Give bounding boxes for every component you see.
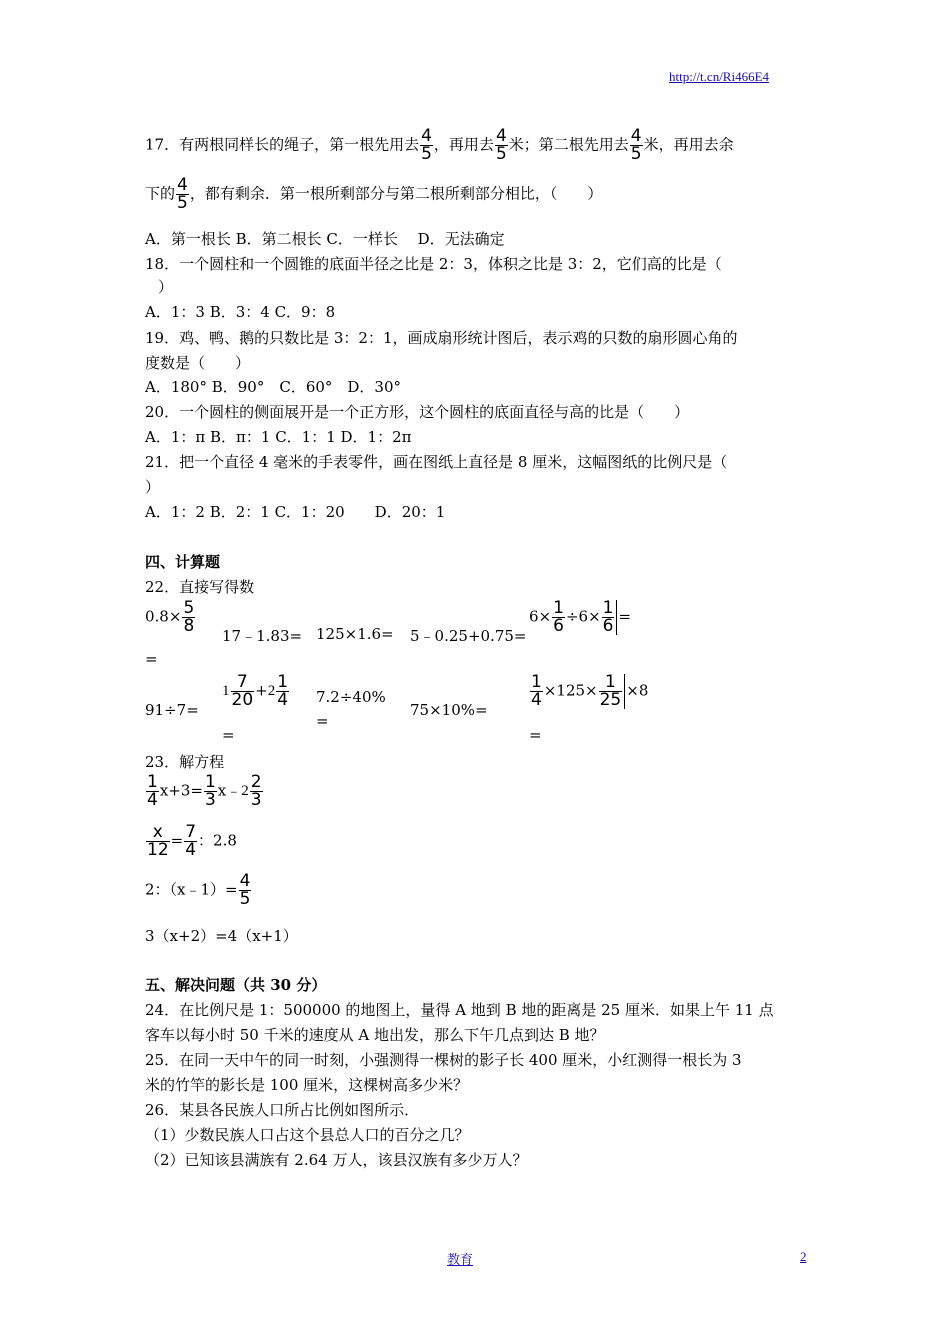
question-17-options: A．第一根长 B．第二根长 C．一样长 D．无法确定: [145, 230, 505, 248]
calc-6-times-1-6-div-6-times-1-6: [529, 600, 631, 635]
calc-91-div-7: 91÷7=: [145, 701, 199, 719]
question-20-text: 20．一个圆柱的侧面展开是一个正方形，这个圆柱的底面直径与高的比是（ ）: [145, 403, 690, 421]
fraction: $\frac{1}{3}$: [204, 772, 216, 810]
equation-text: x+3=: [159, 781, 203, 800]
fraction: $\frac{1}{4}$: [147, 772, 158, 810]
calc-text: +: [255, 681, 268, 700]
calc-75-times-10-percent: 75×10%=: [410, 701, 488, 719]
section-5-title: 五、解决问题（共 30 分）: [145, 976, 327, 994]
question-17-line-1: [145, 128, 734, 163]
fraction: $\frac{4}{5}$: [421, 126, 432, 164]
question-18-text: 18．一个圆柱和一个圆锥的底面半径之比是 2：3，体积之比是 3：2，它们高的比是（: [145, 255, 722, 273]
question-17-text: 17．有两根同样长的绳子，第一根先用去: [145, 135, 420, 154]
calc-text: ÷6×: [565, 607, 601, 626]
footer-center-link[interactable]: 教育: [447, 1252, 474, 1267]
fraction: $\frac{4}{5}$: [177, 175, 188, 213]
question-19-options: A．180° B．90° C．60° D．30°: [145, 378, 402, 396]
question-26-sub-2: （2）已知该县满族有 2.64 万人，该县汉族有多少万人？: [145, 1151, 528, 1169]
calc-text: 0.8×: [145, 607, 182, 626]
calc-text: ×8: [626, 681, 649, 700]
fraction: $\frac{4}{5}$: [495, 126, 507, 164]
fraction: $\frac{7}{4}$: [185, 822, 197, 860]
fraction: $\frac{2}{3}$: [250, 772, 262, 810]
question-24-text-cont: 客车以每小时 50 千米的速度从 A 地出发，那么下午几点到达 B 地？: [145, 1026, 605, 1044]
question-26-text: 26．某县各民族人口所占比例如图所示．: [145, 1101, 420, 1119]
question-25-text: 25．在同一天中午的同一时刻，小强测得一棵树的影子长 400 厘米，小红测得一根长为 3: [145, 1051, 742, 1069]
fraction: $\frac{1}{25}$: [599, 674, 626, 709]
fraction: $\frac{1}{6}$: [602, 600, 618, 635]
calc-text: =: [618, 607, 632, 626]
question-26-sub-1: （1）少数民族人口占这个县总人口的百分之几？: [145, 1126, 470, 1144]
equation-4: 3（x+2）=4（x+1）: [145, 927, 298, 945]
question-17-text: 米；第二根先用去: [508, 135, 629, 154]
question-17-text: ，都有剩余．第一根所剩部分与第二根所剩部分相比，（ ）: [189, 184, 603, 203]
question-22-title: 22．直接写得数: [145, 578, 255, 596]
fraction: $\frac{5}{8}$: [183, 598, 195, 636]
calc-equals: =: [222, 726, 235, 744]
question-19-text: 19．鸡、鸭、鹅的只数比是 3：2：1，画成扇形统计图后，表示鸡的只数的扇形圆心角的: [145, 329, 738, 347]
calc-equals: =: [316, 712, 329, 730]
section-4-title: 四、计算题: [145, 553, 221, 571]
equation-text: =: [170, 831, 184, 850]
question-17-text: 米，再用去余: [643, 135, 734, 154]
fraction: $\frac{7}{20}$: [231, 672, 254, 710]
calc-1-4-times-125-times-1-25-times-8: [529, 674, 648, 709]
question-19-text-cont: 度数是（ ）: [145, 354, 251, 372]
calc-text: ×125×: [543, 681, 598, 700]
calc-equals: =: [145, 650, 158, 668]
header-url-link[interactable]: http://t.cn/Ri466E4: [669, 69, 770, 84]
fraction: $\frac{1}{4}$: [277, 672, 289, 710]
question-17-line-2: [145, 177, 602, 212]
fraction: $\frac{4}{5}$: [630, 126, 642, 164]
fraction: $\frac{1}{6}$: [553, 598, 564, 636]
fraction: $\frac{x}{12}$: [147, 822, 169, 860]
question-17-text: ，再用去: [433, 135, 494, 154]
calc-text: 6×: [529, 607, 552, 626]
footer-page-number: 2: [800, 1249, 807, 1264]
calc-125-times-1.6: 125×1.6=: [316, 625, 394, 643]
calc-0.8-times-5-8: [145, 600, 196, 635]
question-18-text-cont: ）: [158, 278, 174, 296]
question-24-text: 24．在比例尺是 1：500000 的地图上，量得 A 地到 B 地的距离是 25 厘米．如果上午 11 点: [145, 1001, 774, 1019]
equation-text: ：2.8: [198, 831, 237, 850]
question-25-text-cont: 米的竹竿的影长是 100 厘米，这棵树高多少米？: [145, 1076, 469, 1094]
equation-3: [145, 873, 252, 908]
equation-text: 2：（x﹣1）=: [145, 880, 238, 899]
calc-equals: =: [529, 726, 542, 744]
calc-mixed-fraction-sum: 1 $\frac{7}{20}$ + 2 $\frac{1}{4}$: [222, 672, 289, 710]
equation-text: x﹣: [217, 781, 242, 800]
question-21-text-cont: ）: [145, 478, 161, 496]
fraction: $\frac{4}{5}$: [239, 871, 251, 909]
question-17-text: 下的: [145, 184, 176, 203]
calc-17-minus-1.83: 17﹣1.83=: [222, 627, 303, 645]
question-21-options: A．1：2 B．2：1 C．1：20 D．20：1: [145, 503, 446, 521]
fraction: $\frac{1}{4}$: [531, 672, 542, 710]
calc-7.2-div-40-percent: 7.2÷40%: [316, 688, 386, 706]
equation-1: $\frac{1}{4}$ x+3= $\frac{1}{3}$ x﹣ 2 $\frac{2}{3}$: [147, 772, 262, 810]
question-23-title: 23．解方程: [145, 753, 225, 771]
calc-5-minus-0.25-plus-0.75: 5﹣0.25+0.75=: [410, 627, 527, 645]
equation-2: [145, 824, 237, 859]
question-21-text: 21．把一个直径 4 毫米的手表零件，画在图纸上直径是 8 厘米，这幅图纸的比例尺是（: [145, 453, 728, 471]
question-20-options: A．1：π B．π：1 C．1：1 D．1：2π: [145, 428, 412, 446]
question-18-options: A．1：3 B．3：4 C．9：8: [145, 303, 336, 321]
